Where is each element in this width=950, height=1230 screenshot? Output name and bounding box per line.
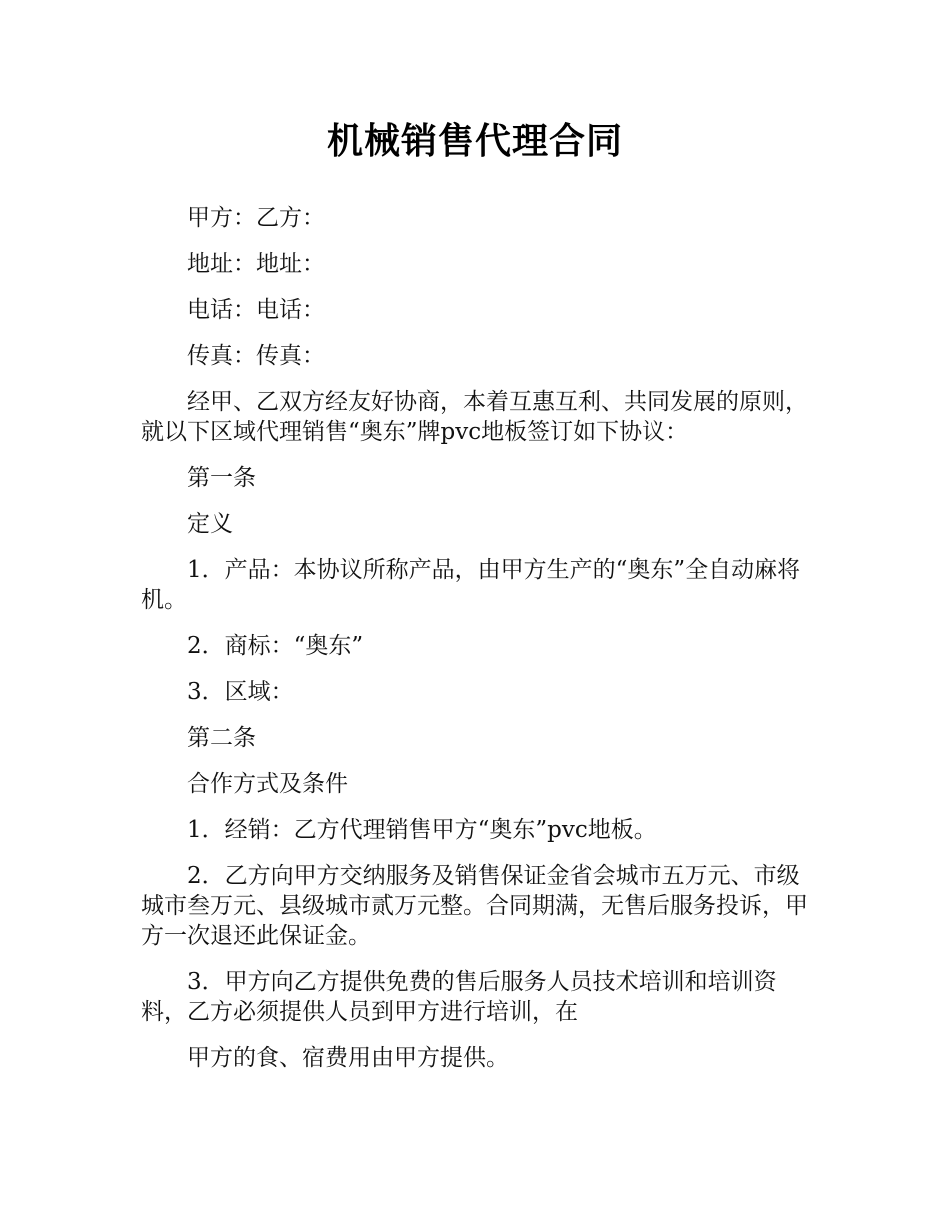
address-line: 地址：地址： [187, 251, 325, 277]
document-title: 机械销售代理合同 [326, 121, 623, 162]
article-two-heading: 第二条 [187, 725, 256, 751]
document-body [141, 203, 821, 1089]
clause-deposit: 2．乙方向甲方交纳服务及销售保证金省会城市五万元、市级城市叁万元、县级城市贰万元整。合同期满，无售后服务投诉，甲方一次退还此保证金。 [141, 863, 808, 949]
fax-line: 传真：传真： [187, 343, 325, 369]
definition-trademark: 2．商标：“奥东” [187, 633, 364, 659]
definition-region: 3．区域： [187, 679, 294, 705]
clause-training: 3．甲方向乙方提供免费的售后服务人员技术培训和培训资料，乙方必须提供人员到甲方进行培训，在 [141, 969, 777, 1025]
cooperation-heading: 合作方式及条件 [187, 771, 348, 797]
clause-distribution: 1．经销：乙方代理销售甲方“奥东”pvc地板。 [187, 817, 657, 843]
definitions-heading: 定义 [187, 511, 233, 537]
definition-product: 1．产品：本协议所称产品，由甲方生产的“奥东”全自动麻将机。 [141, 557, 801, 613]
phone-line: 电话：电话： [187, 297, 325, 323]
clause-accommodation: 甲方的食、宿费用由甲方提供。 [187, 1045, 509, 1071]
preamble-paragraph: 经甲、乙双方经友好协商，本着互惠互利、共同发展的原则，就以下区域代理销售“奥东”牌pvc地板签订如下协议： [141, 389, 808, 445]
article-one-heading: 第一条 [187, 465, 256, 491]
party-line: 甲方：乙方： [187, 205, 325, 231]
